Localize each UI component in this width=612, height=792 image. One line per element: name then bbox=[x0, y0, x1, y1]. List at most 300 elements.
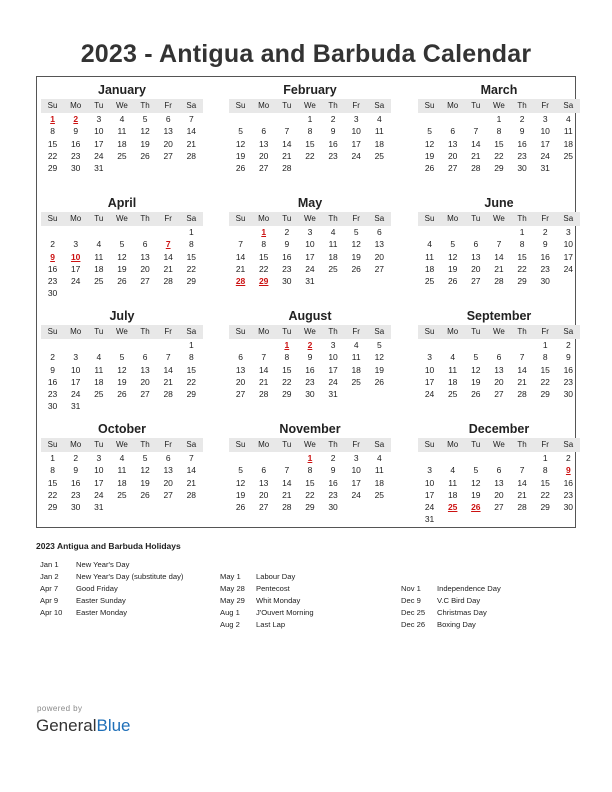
day: 10 bbox=[563, 239, 574, 250]
day: 13 bbox=[258, 477, 269, 488]
brand-general: General bbox=[36, 716, 97, 735]
day: 25 bbox=[563, 150, 574, 161]
day: 3 bbox=[307, 227, 313, 237]
day: 7 bbox=[519, 352, 525, 363]
holiday-day: 10 bbox=[70, 251, 81, 262]
holiday-day: 1 bbox=[261, 227, 267, 237]
day: 5 bbox=[353, 227, 359, 237]
day: 4 bbox=[353, 340, 359, 350]
day: 17 bbox=[328, 364, 338, 375]
day: 30 bbox=[540, 276, 550, 287]
weekday-label: Sa bbox=[186, 440, 197, 449]
day: 23 bbox=[563, 376, 574, 387]
day: 2 bbox=[330, 453, 336, 463]
day: 20 bbox=[163, 138, 173, 149]
day: 17 bbox=[94, 477, 104, 488]
day: 20 bbox=[258, 489, 269, 500]
holiday-date: Aug 2 bbox=[220, 620, 240, 629]
month-name: August bbox=[288, 309, 332, 323]
day: 3 bbox=[353, 453, 359, 463]
day: 22 bbox=[258, 263, 269, 274]
holiday-name: Pentecost bbox=[256, 584, 290, 593]
day: 31 bbox=[70, 401, 81, 412]
day: 15 bbox=[305, 138, 315, 149]
day: 12 bbox=[447, 251, 458, 262]
day: 13 bbox=[258, 138, 269, 149]
day: 25 bbox=[94, 276, 104, 287]
day: 2 bbox=[519, 114, 525, 124]
holiday-date: Aug 1 bbox=[220, 608, 240, 617]
day: 14 bbox=[163, 251, 173, 262]
day: 28 bbox=[186, 150, 197, 161]
day: 21 bbox=[517, 376, 527, 387]
day: 29 bbox=[540, 502, 550, 513]
day: 30 bbox=[282, 276, 292, 287]
day: 4 bbox=[119, 453, 125, 463]
holiday-name: Christmas Day bbox=[437, 608, 487, 617]
month-february bbox=[229, 81, 391, 174]
day: 28 bbox=[163, 276, 173, 287]
holiday-item bbox=[40, 559, 183, 571]
day: 16 bbox=[47, 263, 58, 274]
weekday-label: Su bbox=[235, 440, 246, 449]
weekday-label: Mo bbox=[258, 101, 270, 110]
day: 2 bbox=[330, 114, 336, 124]
empty-day bbox=[229, 339, 252, 351]
holiday-date: May 29 bbox=[220, 596, 245, 605]
day-grid bbox=[418, 113, 580, 174]
weekday-label: Sa bbox=[563, 101, 574, 110]
empty-day bbox=[64, 226, 87, 238]
day: 23 bbox=[282, 263, 292, 274]
day: 4 bbox=[96, 239, 102, 250]
empty-day bbox=[418, 226, 441, 238]
day: 2 bbox=[50, 352, 55, 363]
day: 1 bbox=[307, 114, 313, 124]
day: 25 bbox=[117, 489, 127, 500]
day: 22 bbox=[47, 150, 58, 161]
day: 31 bbox=[328, 389, 338, 400]
day: 23 bbox=[305, 376, 315, 387]
weekday-label: Mo bbox=[447, 101, 459, 110]
day: 11 bbox=[117, 126, 127, 137]
day: 16 bbox=[282, 251, 292, 262]
day: 1 bbox=[50, 453, 55, 463]
day: 14 bbox=[186, 465, 197, 476]
empty-day bbox=[418, 452, 441, 464]
weekday-label: Th bbox=[517, 214, 527, 223]
day: 3 bbox=[542, 114, 548, 124]
day: 12 bbox=[374, 352, 385, 363]
holiday-item bbox=[401, 595, 501, 607]
day: 6 bbox=[165, 453, 171, 463]
day: 8 bbox=[496, 126, 502, 137]
day: 3 bbox=[353, 114, 359, 124]
weekday-label: Mo bbox=[447, 214, 459, 223]
day: 27 bbox=[374, 263, 385, 274]
day: 6 bbox=[261, 126, 267, 137]
day: 4 bbox=[450, 352, 456, 363]
day: 7 bbox=[496, 239, 502, 250]
month-name: December bbox=[468, 422, 530, 436]
day: 13 bbox=[447, 138, 458, 149]
holiday-name: Whit Monday bbox=[256, 596, 301, 605]
day: 21 bbox=[494, 263, 504, 274]
weekday-label: We bbox=[493, 327, 505, 336]
day: 16 bbox=[328, 477, 338, 488]
weekday-header bbox=[418, 438, 580, 452]
empty-day bbox=[87, 226, 110, 238]
month-november bbox=[229, 420, 391, 513]
weekday-label: Mo bbox=[258, 327, 270, 336]
day: 3 bbox=[427, 352, 432, 363]
day: 19 bbox=[235, 150, 246, 161]
day: 6 bbox=[142, 352, 148, 363]
empty-day bbox=[134, 226, 157, 238]
weekday-label: Sa bbox=[374, 440, 385, 449]
day: 24 bbox=[94, 150, 104, 161]
weekday-label: Sa bbox=[374, 327, 385, 336]
day: 24 bbox=[563, 263, 574, 274]
empty-day bbox=[418, 113, 441, 125]
weekday-label: Su bbox=[424, 101, 435, 110]
month-march bbox=[418, 81, 580, 174]
weekday-label: Sa bbox=[186, 214, 197, 223]
day: 12 bbox=[424, 138, 435, 149]
weekday-label: Tu bbox=[94, 440, 104, 449]
month-name: October bbox=[98, 422, 146, 436]
holidays-title: 2023 Antigua and Barbuda Holidays bbox=[36, 541, 181, 551]
day: 30 bbox=[47, 288, 58, 299]
empty-day bbox=[110, 339, 133, 351]
holiday-item bbox=[401, 583, 501, 595]
day: 20 bbox=[447, 150, 458, 161]
weekday-label: Tu bbox=[282, 440, 292, 449]
day: 17 bbox=[94, 138, 104, 149]
holiday-item bbox=[40, 571, 183, 583]
day: 26 bbox=[447, 276, 458, 287]
weekday-label: Mo bbox=[70, 440, 82, 449]
weekday-label: We bbox=[304, 327, 316, 336]
weekday-label: We bbox=[493, 101, 505, 110]
day: 28 bbox=[186, 489, 197, 500]
empty-day bbox=[464, 113, 487, 125]
month-january bbox=[41, 81, 203, 174]
day: 5 bbox=[473, 352, 479, 363]
day: 27 bbox=[471, 276, 481, 287]
weekday-label: Fr bbox=[352, 214, 360, 223]
day-grid bbox=[229, 113, 391, 174]
day: 21 bbox=[186, 138, 197, 149]
day: 10 bbox=[305, 239, 315, 250]
weekday-label: Th bbox=[517, 440, 527, 449]
weekday-header bbox=[418, 325, 580, 339]
weekday-label: Mo bbox=[447, 327, 459, 336]
day: 25 bbox=[94, 389, 104, 400]
day-grid bbox=[418, 452, 580, 526]
weekday-label: We bbox=[304, 101, 316, 110]
empty-day bbox=[487, 452, 510, 464]
day-grid bbox=[41, 226, 203, 300]
month-name: September bbox=[466, 309, 532, 323]
day: 5 bbox=[473, 465, 479, 476]
day: 27 bbox=[140, 389, 150, 400]
day: 11 bbox=[117, 465, 127, 476]
day: 19 bbox=[471, 489, 481, 500]
day: 5 bbox=[427, 126, 432, 137]
day: 15 bbox=[186, 251, 197, 262]
empty-day bbox=[441, 113, 464, 125]
weekday-label: Su bbox=[235, 101, 246, 110]
holiday-item bbox=[401, 607, 501, 619]
weekday-label: Su bbox=[424, 214, 435, 223]
day-grid bbox=[41, 339, 203, 413]
brand-blue: Blue bbox=[96, 716, 131, 735]
day: 7 bbox=[284, 465, 290, 476]
day: 3 bbox=[330, 340, 336, 350]
weekday-label: Th bbox=[328, 101, 338, 110]
day: 9 bbox=[50, 364, 55, 375]
day: 11 bbox=[448, 477, 458, 488]
day: 14 bbox=[517, 364, 527, 375]
weekday-label: Fr bbox=[352, 101, 360, 110]
day: 23 bbox=[517, 150, 527, 161]
empty-day bbox=[464, 226, 487, 238]
weekday-header bbox=[229, 99, 391, 113]
holiday-item bbox=[401, 619, 501, 631]
day: 5 bbox=[376, 340, 382, 350]
day: 8 bbox=[188, 352, 194, 363]
day: 23 bbox=[328, 489, 338, 500]
month-may bbox=[229, 194, 391, 287]
day: 11 bbox=[94, 364, 104, 375]
day: 16 bbox=[563, 477, 574, 488]
weekday-label: Mo bbox=[70, 214, 82, 223]
day: 18 bbox=[328, 251, 338, 262]
day: 27 bbox=[258, 502, 269, 513]
day: 8 bbox=[542, 465, 548, 476]
weekday-label: Th bbox=[140, 101, 150, 110]
day: 2 bbox=[542, 227, 548, 237]
day: 17 bbox=[305, 251, 315, 262]
day: 6 bbox=[496, 352, 502, 363]
month-july bbox=[41, 307, 203, 413]
day: 4 bbox=[330, 227, 336, 237]
empty-day bbox=[464, 452, 487, 464]
day: 16 bbox=[47, 376, 58, 387]
weekday-label: Fr bbox=[352, 440, 360, 449]
holiday-day: 9 bbox=[565, 465, 571, 476]
day: 19 bbox=[117, 376, 127, 387]
day: 9 bbox=[565, 352, 571, 363]
empty-day bbox=[275, 113, 298, 125]
day: 2 bbox=[565, 340, 571, 350]
day-grid bbox=[229, 452, 391, 513]
empty-day bbox=[157, 226, 180, 238]
day: 7 bbox=[188, 453, 194, 463]
day: 14 bbox=[258, 364, 269, 375]
day: 29 bbox=[47, 163, 58, 174]
day: 23 bbox=[47, 389, 58, 400]
day: 10 bbox=[94, 126, 104, 137]
weekday-label: Tu bbox=[471, 440, 481, 449]
day: 8 bbox=[519, 239, 525, 250]
day: 1 bbox=[188, 340, 194, 350]
holiday-day: 7 bbox=[165, 239, 171, 250]
day: 26 bbox=[235, 502, 246, 513]
day: 21 bbox=[163, 376, 173, 387]
day: 20 bbox=[494, 376, 504, 387]
day: 3 bbox=[565, 227, 571, 237]
weekday-label: Tu bbox=[94, 214, 104, 223]
day: 4 bbox=[119, 114, 125, 124]
day: 21 bbox=[517, 489, 527, 500]
day: 1 bbox=[519, 227, 525, 237]
weekday-header bbox=[418, 212, 580, 226]
day: 14 bbox=[282, 138, 292, 149]
generalblue-logo[interactable] bbox=[36, 716, 131, 736]
day-grid bbox=[41, 452, 203, 513]
day: 28 bbox=[163, 389, 173, 400]
empty-day bbox=[441, 339, 464, 351]
weekday-label: Sa bbox=[374, 214, 385, 223]
day: 9 bbox=[73, 126, 79, 137]
day: 26 bbox=[374, 376, 385, 387]
day: 5 bbox=[119, 239, 125, 250]
day: 19 bbox=[140, 138, 150, 149]
day: 22 bbox=[305, 150, 315, 161]
day: 22 bbox=[494, 150, 504, 161]
empty-day bbox=[511, 339, 534, 351]
month-name: February bbox=[283, 83, 337, 97]
holiday-name: J'Ouvert Morning bbox=[256, 608, 314, 617]
day: 22 bbox=[540, 376, 550, 387]
day: 4 bbox=[96, 352, 102, 363]
holiday-column bbox=[401, 583, 501, 631]
day: 11 bbox=[448, 364, 458, 375]
holiday-column bbox=[40, 559, 183, 619]
weekday-label: We bbox=[116, 327, 128, 336]
weekday-label: Th bbox=[517, 327, 527, 336]
month-december bbox=[418, 420, 580, 526]
day: 11 bbox=[425, 251, 434, 262]
day: 5 bbox=[142, 114, 148, 124]
day: 24 bbox=[328, 376, 338, 387]
day: 23 bbox=[47, 276, 58, 287]
day: 4 bbox=[565, 114, 571, 124]
day: 17 bbox=[424, 489, 435, 500]
weekday-label: Fr bbox=[164, 214, 172, 223]
day: 2 bbox=[565, 453, 571, 463]
holiday-date: May 1 bbox=[220, 572, 241, 581]
weekday-label: Su bbox=[424, 327, 435, 336]
day: 13 bbox=[494, 364, 504, 375]
weekday-label: We bbox=[116, 440, 128, 449]
holiday-item bbox=[220, 583, 314, 595]
weekday-label: Fr bbox=[164, 440, 172, 449]
day: 29 bbox=[282, 389, 292, 400]
weekday-label: Th bbox=[140, 440, 150, 449]
holiday-column bbox=[220, 571, 314, 631]
day: 18 bbox=[94, 263, 104, 274]
day: 27 bbox=[447, 163, 458, 174]
day-grid bbox=[229, 226, 391, 287]
weekday-label: We bbox=[116, 214, 128, 223]
empty-day bbox=[441, 226, 464, 238]
day: 18 bbox=[374, 477, 385, 488]
holiday-name: Independence Day bbox=[437, 584, 501, 593]
day-grid bbox=[229, 339, 391, 400]
day-grid bbox=[418, 339, 580, 400]
holiday-date: Jan 1 bbox=[40, 560, 59, 569]
day: 30 bbox=[70, 502, 81, 513]
holiday-day: 2 bbox=[73, 114, 79, 124]
day: 11 bbox=[328, 239, 338, 250]
holiday-date: Apr 9 bbox=[40, 596, 59, 605]
day: 13 bbox=[235, 364, 246, 375]
day: 8 bbox=[542, 352, 548, 363]
weekday-label: Fr bbox=[164, 101, 172, 110]
powered-by-text: powered by bbox=[37, 704, 83, 713]
day: 3 bbox=[96, 114, 102, 124]
empty-day bbox=[275, 452, 298, 464]
day: 16 bbox=[517, 138, 527, 149]
day: 4 bbox=[427, 239, 432, 250]
day: 5 bbox=[142, 453, 148, 463]
day: 12 bbox=[140, 126, 150, 137]
empty-day bbox=[464, 339, 487, 351]
holiday-day: 1 bbox=[50, 114, 55, 124]
day: 22 bbox=[305, 489, 315, 500]
weekday-label: Fr bbox=[541, 214, 549, 223]
holiday-name: V.C Bird Day bbox=[437, 596, 481, 605]
day: 15 bbox=[282, 364, 292, 375]
day: 26 bbox=[235, 163, 246, 174]
day: 29 bbox=[540, 389, 550, 400]
day: 29 bbox=[186, 389, 197, 400]
day: 8 bbox=[50, 465, 55, 476]
weekday-label: We bbox=[493, 214, 505, 223]
month-name: July bbox=[109, 309, 135, 323]
day: 5 bbox=[450, 239, 456, 250]
day: 27 bbox=[494, 389, 504, 400]
day: 23 bbox=[70, 150, 81, 161]
day: 5 bbox=[238, 126, 243, 137]
day: 9 bbox=[73, 465, 79, 476]
day: 21 bbox=[186, 477, 197, 488]
holiday-name: Boxing Day bbox=[437, 620, 476, 629]
day: 24 bbox=[305, 263, 315, 274]
empty-day bbox=[229, 226, 252, 238]
holiday-date: Dec 9 bbox=[401, 596, 421, 605]
holiday-day: 25 bbox=[447, 502, 458, 513]
day: 3 bbox=[73, 239, 79, 250]
day: 19 bbox=[235, 489, 246, 500]
day: 22 bbox=[47, 489, 58, 500]
day: 25 bbox=[351, 376, 361, 387]
day: 9 bbox=[284, 239, 290, 250]
day: 28 bbox=[282, 163, 292, 174]
holiday-name: Easter Sunday bbox=[76, 596, 126, 605]
day: 17 bbox=[70, 376, 81, 387]
weekday-label: Tu bbox=[471, 214, 481, 223]
empty-day bbox=[441, 452, 464, 464]
holiday-date: Apr 7 bbox=[40, 584, 59, 593]
day: 6 bbox=[165, 114, 171, 124]
day: 15 bbox=[47, 138, 58, 149]
day: 20 bbox=[235, 376, 246, 387]
empty-day bbox=[252, 113, 275, 125]
